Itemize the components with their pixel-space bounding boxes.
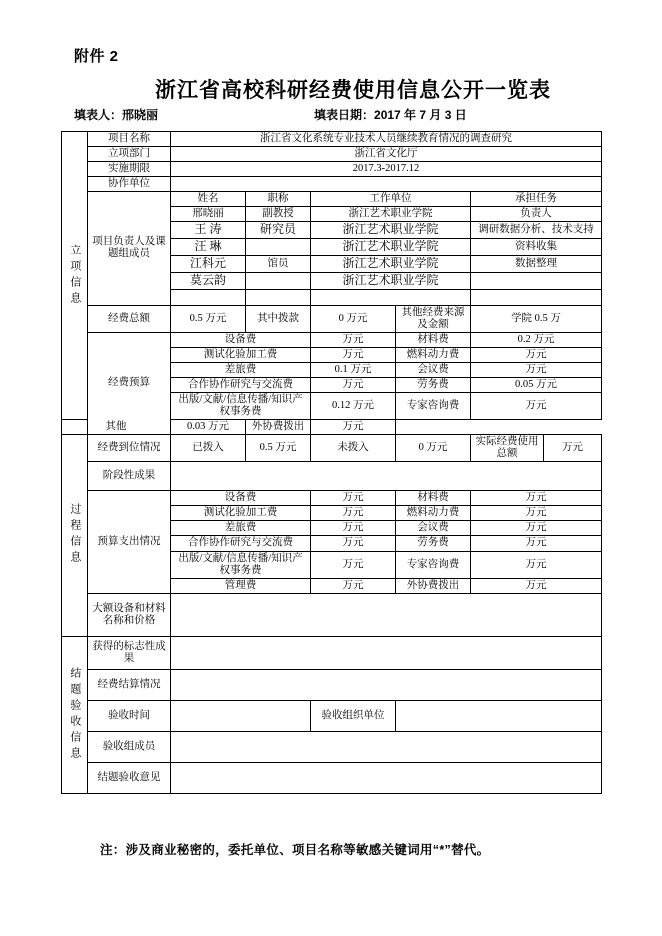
- funding-disclosure-table: [61, 131, 602, 794]
- budget-item-label: 材料费: [396, 332, 471, 347]
- funding-total-label: 经费总额: [88, 305, 171, 332]
- budget-item-label: 合作协作研究与交流费: [171, 377, 311, 392]
- budget-label: 经费预算: [88, 332, 171, 434]
- team-member-title: [246, 289, 311, 305]
- budget-item-value: 万元: [311, 347, 396, 362]
- expenditure-item-label: 材料费: [396, 491, 471, 506]
- team-member-task: 数据整理: [471, 255, 602, 272]
- team-member-title: 馆员: [246, 255, 311, 272]
- project-dept-label: 立项部门: [88, 147, 171, 162]
- large-equipment-value: [171, 593, 602, 636]
- team-col-title: 职称: [246, 192, 311, 207]
- team-member-title: [246, 272, 311, 289]
- table-row: [62, 731, 602, 762]
- funding-actual-group: [471, 435, 602, 462]
- table-row: [62, 332, 602, 347]
- footer-note: 注：涉及商业秘密的，委托单位、项目名称等敏感关键词用“*”替代。: [100, 843, 490, 857]
- team-member-task: 调研数据分析、技术支持: [471, 222, 602, 239]
- team-member-task: 资料收集: [471, 239, 602, 256]
- stage-result-label: 阶段性成果: [88, 462, 171, 491]
- project-partner-value: [171, 177, 602, 192]
- expenditure-item-value: 万元: [471, 578, 602, 593]
- funding-actual-value: 万元: [561, 442, 583, 454]
- project-name-value: 浙江省文化系统专业技术人员继续教育情况的调查研究: [171, 132, 602, 147]
- expenditure-item-label: 差旅费: [171, 521, 311, 536]
- project-period-value: 2017.3-2017.12: [171, 162, 602, 177]
- expenditure-item-value: 万元: [311, 491, 396, 506]
- expenditure-item-value: 万元: [471, 491, 602, 506]
- project-name-label: 项目名称: [88, 132, 171, 147]
- accept-time-label: 验收时间: [88, 700, 171, 731]
- expenditure-item-label: 出版/文献/信息传播/知识产权事务费: [171, 551, 311, 578]
- team-member-task: [471, 272, 602, 289]
- expenditure-item-label: 会议费: [396, 521, 471, 536]
- budget-item-value: 万元: [311, 377, 396, 392]
- expenditure-item-label: 设备费: [171, 491, 311, 506]
- funding-allocated-label: 已拨入: [171, 435, 246, 462]
- table-row: [62, 177, 602, 192]
- expenditure-item-value: 万元: [471, 521, 602, 536]
- funding-total-value: 0.5 万元: [171, 305, 246, 332]
- budget-item-label: 差旅费: [171, 362, 311, 377]
- landmark-result-label: 获得的标志性成果: [88, 636, 171, 669]
- table-row: [62, 192, 602, 207]
- budget-item-label: 劳务费: [396, 377, 471, 392]
- table-row: [62, 636, 602, 669]
- team-member-name: 邢晓丽: [171, 207, 246, 222]
- accept-members-label: 验收组成员: [88, 731, 171, 762]
- expenditure-item-value: 万元: [471, 506, 602, 521]
- team-member-unit: 浙江艺术职业学院: [311, 222, 471, 239]
- table-row: [62, 700, 602, 731]
- team-col-name: 姓名: [171, 192, 246, 207]
- team-col-unit: 工作单位: [311, 192, 471, 207]
- accept-opinion-value: [171, 762, 602, 793]
- table-row: [62, 162, 602, 177]
- table-row: [62, 305, 602, 332]
- budget-item-value: 万元: [471, 392, 602, 419]
- large-equipment-label: 大额设备和材料名称和价格: [88, 593, 171, 636]
- funding-other-source-label: 其他经费来源及金额: [396, 305, 471, 332]
- date-value: 2017 年 7 月 3 日: [374, 108, 467, 122]
- funding-arrival-label: 经费到位情况: [88, 435, 171, 462]
- project-partner-label: 协作单位: [88, 177, 171, 192]
- form-meta-row: [74, 106, 604, 123]
- section-label-project: 立项信息: [62, 132, 88, 420]
- team-member-unit: [311, 289, 471, 305]
- date-label: 填表日期：: [314, 108, 375, 122]
- budget-item-label: 专家咨询费: [396, 392, 471, 419]
- expenditure-item-label: 劳务费: [396, 536, 471, 551]
- project-period-label: 实施期限: [88, 162, 171, 177]
- budget-item-value: 0.2 万元: [471, 332, 602, 347]
- team-member-unit: 浙江艺术职业学院: [311, 255, 471, 272]
- budget-item-value: 0.03 万元: [171, 420, 246, 435]
- budget-item-value: 万元: [471, 347, 602, 362]
- table-row: [62, 420, 602, 435]
- budget-item-label: 出版/文献/信息传播/知识产权事务费: [171, 392, 311, 419]
- funding-allocated-value: 0.5 万元: [246, 435, 311, 462]
- section-label-process: 过程信息: [62, 435, 88, 637]
- team-member-title: 研究员: [246, 222, 311, 239]
- team-member-title: 副教授: [246, 207, 311, 222]
- landmark-result-value: [171, 636, 602, 669]
- expenditure-item-value: 万元: [311, 536, 396, 551]
- budget-item-label: 燃料动力费: [396, 347, 471, 362]
- expenditure-item-label: 合作协作研究与交流费: [171, 536, 311, 551]
- attachment-label: 附件 2: [74, 48, 119, 65]
- settlement-label: 经费结算情况: [88, 669, 171, 700]
- table-row: [62, 132, 602, 147]
- expenditure-item-label: 测试化验加工费: [171, 506, 311, 521]
- budget-item-label: 其他: [62, 420, 171, 435]
- team-label: 项目负责人及课题组成员: [88, 192, 171, 305]
- budget-item-value: 万元: [311, 420, 396, 435]
- team-member-task: [471, 289, 602, 305]
- team-member-unit: 浙江艺术职业学院: [311, 272, 471, 289]
- filler-label: 填表人：: [74, 108, 123, 122]
- funding-appropriation-value: 0 万元: [311, 305, 396, 332]
- expenditure-label: 预算支出情况: [88, 491, 171, 593]
- form-date: [314, 106, 467, 123]
- stage-result-value: [171, 462, 602, 491]
- expenditure-item-value: 万元: [311, 506, 396, 521]
- budget-item-label: 会议费: [396, 362, 471, 377]
- budget-item-label: 设备费: [171, 332, 311, 347]
- budget-item-value: 0.05 万元: [471, 377, 602, 392]
- expenditure-item-value: 万元: [311, 578, 396, 593]
- budget-item-value: 0.12 万元: [311, 392, 396, 419]
- funding-unallocated-value: 0 万元: [396, 435, 471, 462]
- table-row: [62, 762, 602, 793]
- team-member-name: 江科元: [171, 255, 246, 272]
- table-row: [62, 669, 602, 700]
- funding-other-source-value: 学院 0.5 万: [471, 305, 602, 332]
- accept-org-value: [396, 700, 602, 731]
- table-row: [62, 435, 602, 462]
- team-member-title: [246, 239, 311, 256]
- settlement-value: [171, 669, 602, 700]
- table-row: [62, 491, 602, 506]
- team-member-name: 王 涛: [171, 222, 246, 239]
- team-member-name: 莫云韵: [171, 272, 246, 289]
- funding-unallocated-label: 未拨入: [311, 435, 396, 462]
- table-row: [62, 462, 602, 491]
- accept-opinion-label: 结题验收意见: [88, 762, 171, 793]
- team-member-name: 汪 琳: [171, 239, 246, 256]
- expenditure-item-value: 万元: [471, 536, 602, 551]
- accept-org-label: 验收组织单位: [311, 700, 396, 731]
- expenditure-item-value: 万元: [311, 521, 396, 536]
- budget-item-value: 0.1 万元: [311, 362, 396, 377]
- budget-item-label: 测试化验加工费: [171, 347, 311, 362]
- expenditure-item-label: 管理费: [171, 578, 311, 593]
- team-col-task: 承担任务: [471, 192, 602, 207]
- section-label-conclusion: 结题验收信息: [62, 636, 88, 793]
- expenditure-item-label: 燃料动力费: [396, 506, 471, 521]
- team-member-task: 负责人: [471, 207, 602, 222]
- budget-item-value: 万元: [311, 332, 396, 347]
- budget-item-value: 万元: [471, 362, 602, 377]
- team-member-unit: 浙江艺术职业学院: [311, 239, 471, 256]
- table-row: [62, 593, 602, 636]
- expenditure-item-label: 专家咨询费: [396, 551, 471, 578]
- accept-time-value: [171, 700, 311, 731]
- filler-name: 邢晓丽: [122, 108, 159, 122]
- team-member-name: [171, 289, 246, 305]
- team-member-unit: 浙江艺术职业学院: [311, 207, 471, 222]
- funding-appropriation-label: 其中拨款: [246, 305, 311, 332]
- expenditure-item-label: 外协费拨出: [396, 578, 471, 593]
- accept-members-value: [171, 731, 602, 762]
- expenditure-item-value: 万元: [311, 551, 396, 578]
- project-dept-value: 浙江省文化厅: [171, 147, 602, 162]
- budget-item-label: 外协费拨出: [246, 420, 311, 435]
- funding-actual-label: 实际经费使用总额: [471, 435, 543, 461]
- table-row: [62, 147, 602, 162]
- expenditure-item-value: 万元: [471, 551, 602, 578]
- page-title: 浙江省高校科研经费使用信息公开一览表: [155, 78, 551, 102]
